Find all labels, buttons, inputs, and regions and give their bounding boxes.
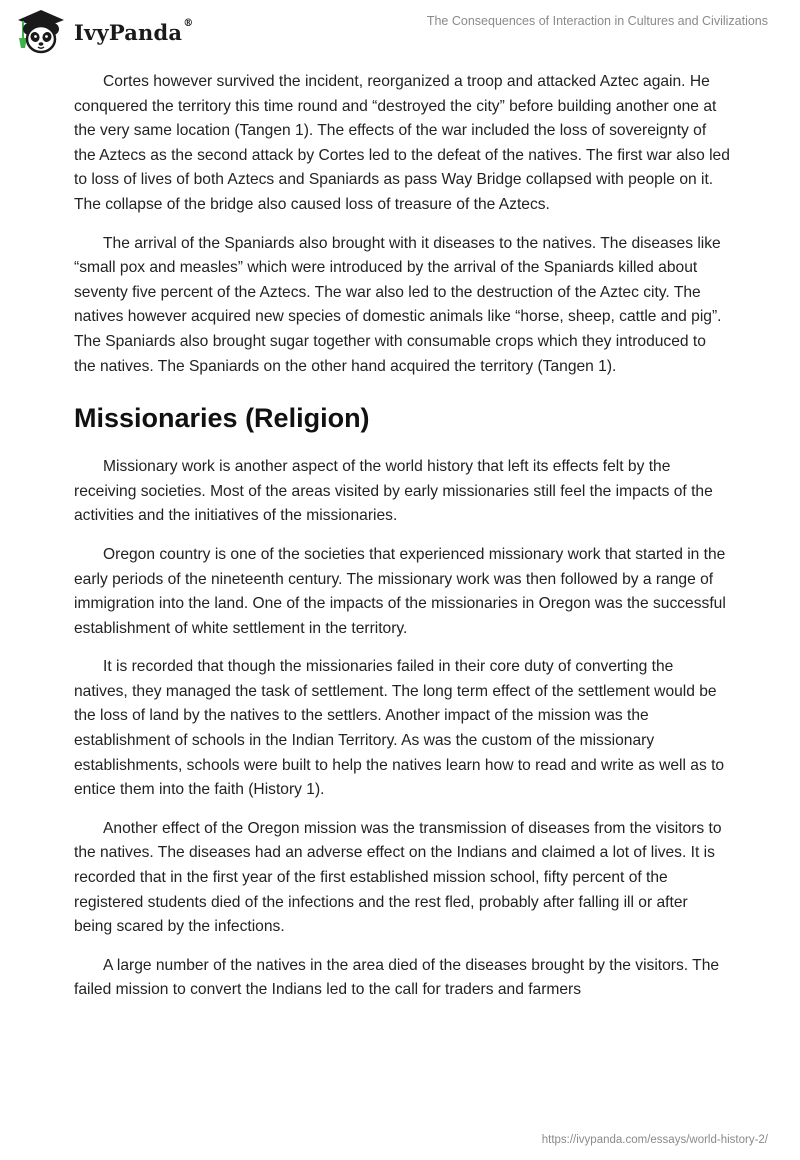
registered-mark: ® [183, 17, 194, 29]
page-header [0, 0, 800, 60]
section-heading: Missionaries (Religion) [74, 403, 370, 434]
logo-text: IvyPanda [74, 19, 183, 45]
essay-content [74, 70, 730, 1017]
panda-graduate-icon [14, 8, 68, 56]
paragraph: A large number of the natives in the area died of the diseases brought by the visitors. The failed mission to convert the Indians led to the call for traders and farmers [74, 956, 720, 999]
ivypanda-logo-link[interactable] [14, 8, 193, 56]
paragraph: Cortes however survived the incident, reorganized a troop and attacked Aztec again. He conquered the territory this time round and “destroyed the city” before building another one at the very same location (Tangen 1). The effects of the war included the loss of sovereignty of the Aztecs as the second attack by Cortes led to the defeat of the natives. The first war also led to loss of lives of both Aztecs and Spaniards as pass Way Bridge collapsed with people on it. The collapse of the bridge also caused loss of treasure of the Aztecs. [74, 73, 730, 213]
source-url-link[interactable]: https://ivypanda.com/essays/world-history-2/ [541, 1134, 768, 1146]
paragraph: Missionary work is another aspect of the world history that left its effects felt by the receiving societies. Most of the areas visited by early missionaries still feel the impacts of the activities and the initiatives of the missionaries. [74, 458, 713, 525]
paragraph: The arrival of the Spaniards also brought with it diseases to the natives. The diseases like “small pox and measles” which were introduced by the arrival of the Spaniards killed about seventy five percent of the Aztecs. The war also led to the destruction of the Aztec city. The natives however acquired new species of domestic animals like “horse, sheep, cattle and pig”. The Spaniards also brought sugar together with consumable crops which they introduced to the natives. The Spaniards on the other hand acquired the territory (Tangen 1). [74, 234, 722, 375]
paragraph: It is recorded that though the missionaries failed in their core duty of converting the natives, they managed the task of settlement. The long term effect of the settlement would be the loss of land by the natives to the settlers. Another impact of the mission was the establishment of schools in the Indian Territory. As was the custom of the missionary establishments, schools were built to help the natives learn how to read and write as well as to entice them into the faith (History 1). [74, 658, 725, 799]
document-title: The Consequences of Interaction in Cultures and Civilizations [426, 14, 768, 28]
paragraph: Oregon country is one of the societies that experienced missionary work that started in the early periods of the nineteenth century. The missionary work was then followed by a range of immigration into the land. One of the impacts of the missionaries in Oregon was the successful establishment of white settlement in the territory. [74, 545, 726, 637]
paragraph: Another effect of the Oregon mission was the transmission of diseases from the visitors to the natives. The diseases had an adverse effect on the Indians and claimed a lot of lives. It is recorded that in the first year of the first established mission school, fifty percent of the registered students died of the infections and the rest fled, probably after falling ill or after being scared by the infections. [74, 819, 722, 936]
logo-wordmark [74, 17, 194, 45]
